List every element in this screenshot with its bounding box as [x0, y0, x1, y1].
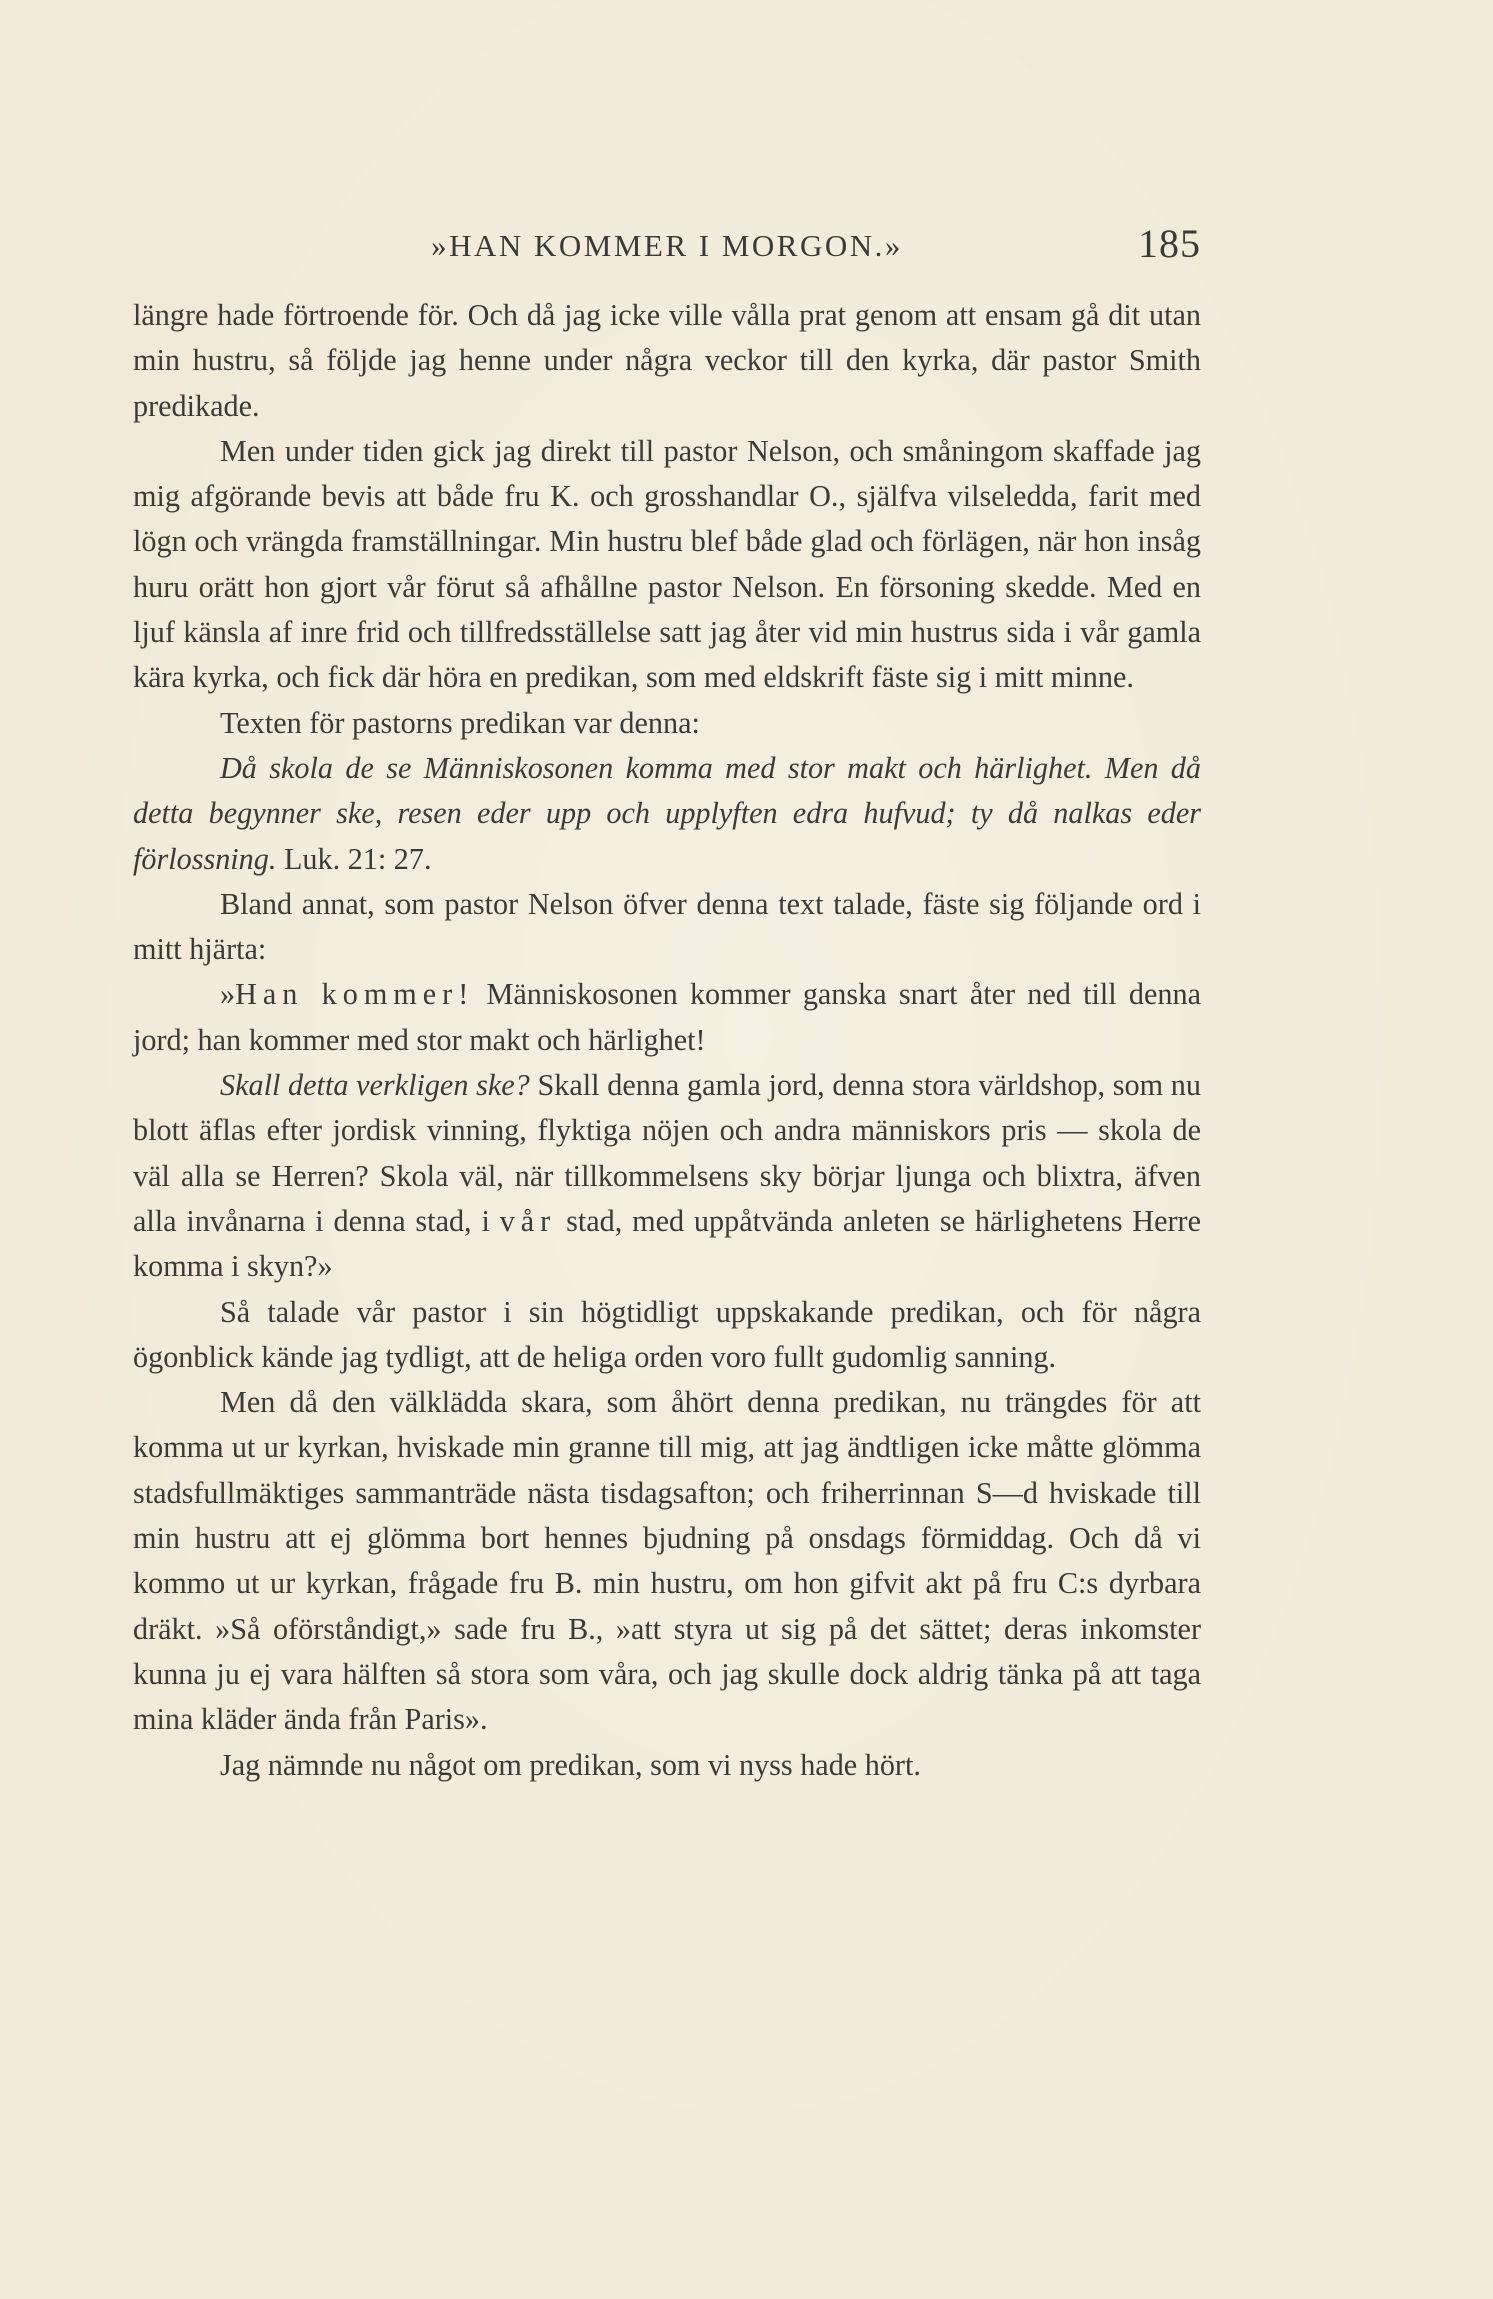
paragraph: Bland annat, som pastor Nelson öfver denna text talade, fäste sig följande ord i mitt hjärta: — [133, 886, 1201, 967]
paragraph — [133, 1063, 1201, 1289]
scripture-quote — [133, 746, 1201, 882]
spaced-emphasis: Han kommer! — [235, 977, 475, 1012]
running-title: »HAN KOMMER I MORGON.» — [431, 228, 903, 263]
paragraph — [133, 972, 1201, 1063]
paragraph-text: stad, med uppåtvända anleten se härlighetens Herre komma i skyn?» — [133, 1203, 1201, 1284]
body-text — [133, 293, 1201, 1788]
quote-mark: » — [220, 977, 236, 1012]
paragraph: Men då den välklädda skara, som åhört denna predikan, nu trängdes för att komma ut ur kyrkan, hviskade min granne till mig, att jag ändtligen icke måtte glömma stadsfullmäktiges sammanträde nästa tisdagsafton; och friherrinnan S—d hviskade till min hustru att ej glömma bort hennes bjudning på onsdags förmiddag. Och då vi kommo ut ur kyrkan, frågade fru B. min hustru, om hon gifvit akt på fru C:s dyrbara dräkt. »Så oförståndigt,» sade fru B., »att styra ut sig på det sättet; deras inkomster kunna ju ej vara hälften så stora som våra, och jag skulle dock aldrig tänka på att taga mina kläder ända från Paris». — [133, 1385, 1201, 1737]
italic-emphasis: Skall detta verkligen ske? — [220, 1068, 530, 1103]
running-header — [133, 218, 1201, 278]
quote-text: Då skola de se Människosonen komma med stor makt och härlighet. Men då detta begynner ske, resen eder upp och upplyften edra hufvud; ty då nalkas eder förlossning. — [133, 750, 1201, 876]
quote-reference: Luk. 21: 27. — [276, 841, 432, 876]
paragraph-continuation: längre hade förtroende för. Och då jag icke ville vålla prat genom att ensam gå dit utan min hustru, så följde jag henne under några veckor till den kyrka, där pastor Smith predikade. — [133, 298, 1201, 423]
page-number: 185 — [1138, 221, 1201, 266]
paragraph: Men under tiden gick jag direkt till pastor Nelson, och småningom skaffade jag mig afgörande bevis att både fru K. och grosshandlar O., själfva vilseledda, farit med lögn och vrängda framställningar. Min hustru blef både glad och förlägen, när hon insåg huru orätt hon gjort vår förut så afhållne pastor Nelson. En försoning skedde. Med en ljuf känsla af inre frid och tillfredsställelse satt jag åter vid min hustrus sida i vår gamla kära kyrka, och fick där höra en predikan, som med eldskrift fäste sig i mitt minne. — [133, 433, 1201, 695]
paragraph: Så talade vår pastor i sin högtidligt uppskakande predikan, och för några ögonblick kände jag tydligt, att de heliga orden voro fullt gudomlig sanning. — [133, 1294, 1201, 1374]
paragraph: Jag nämnde nu något om predikan, som vi nyss hade hört. — [220, 1747, 921, 1782]
paragraph: Texten för pastorns predikan var denna: — [220, 705, 700, 740]
spaced-emphasis: vår — [499, 1203, 557, 1238]
paragraph-text: Skall denna gamla jord, denna stora världshop, som nu blott äflas efter jordisk vinning, flyktiga nöjen och andra människors pris — skola de väl alla se Herren? Skola väl, när tillkommelsens sky börjar ljunga och blixtra, äfven alla invånarna i denna stad, i — [133, 1068, 1201, 1238]
paragraph-text: Människosonen kommer ganska snart åter ned till denna jord; han kommer med stor makt och härlighet! — [133, 977, 1202, 1057]
